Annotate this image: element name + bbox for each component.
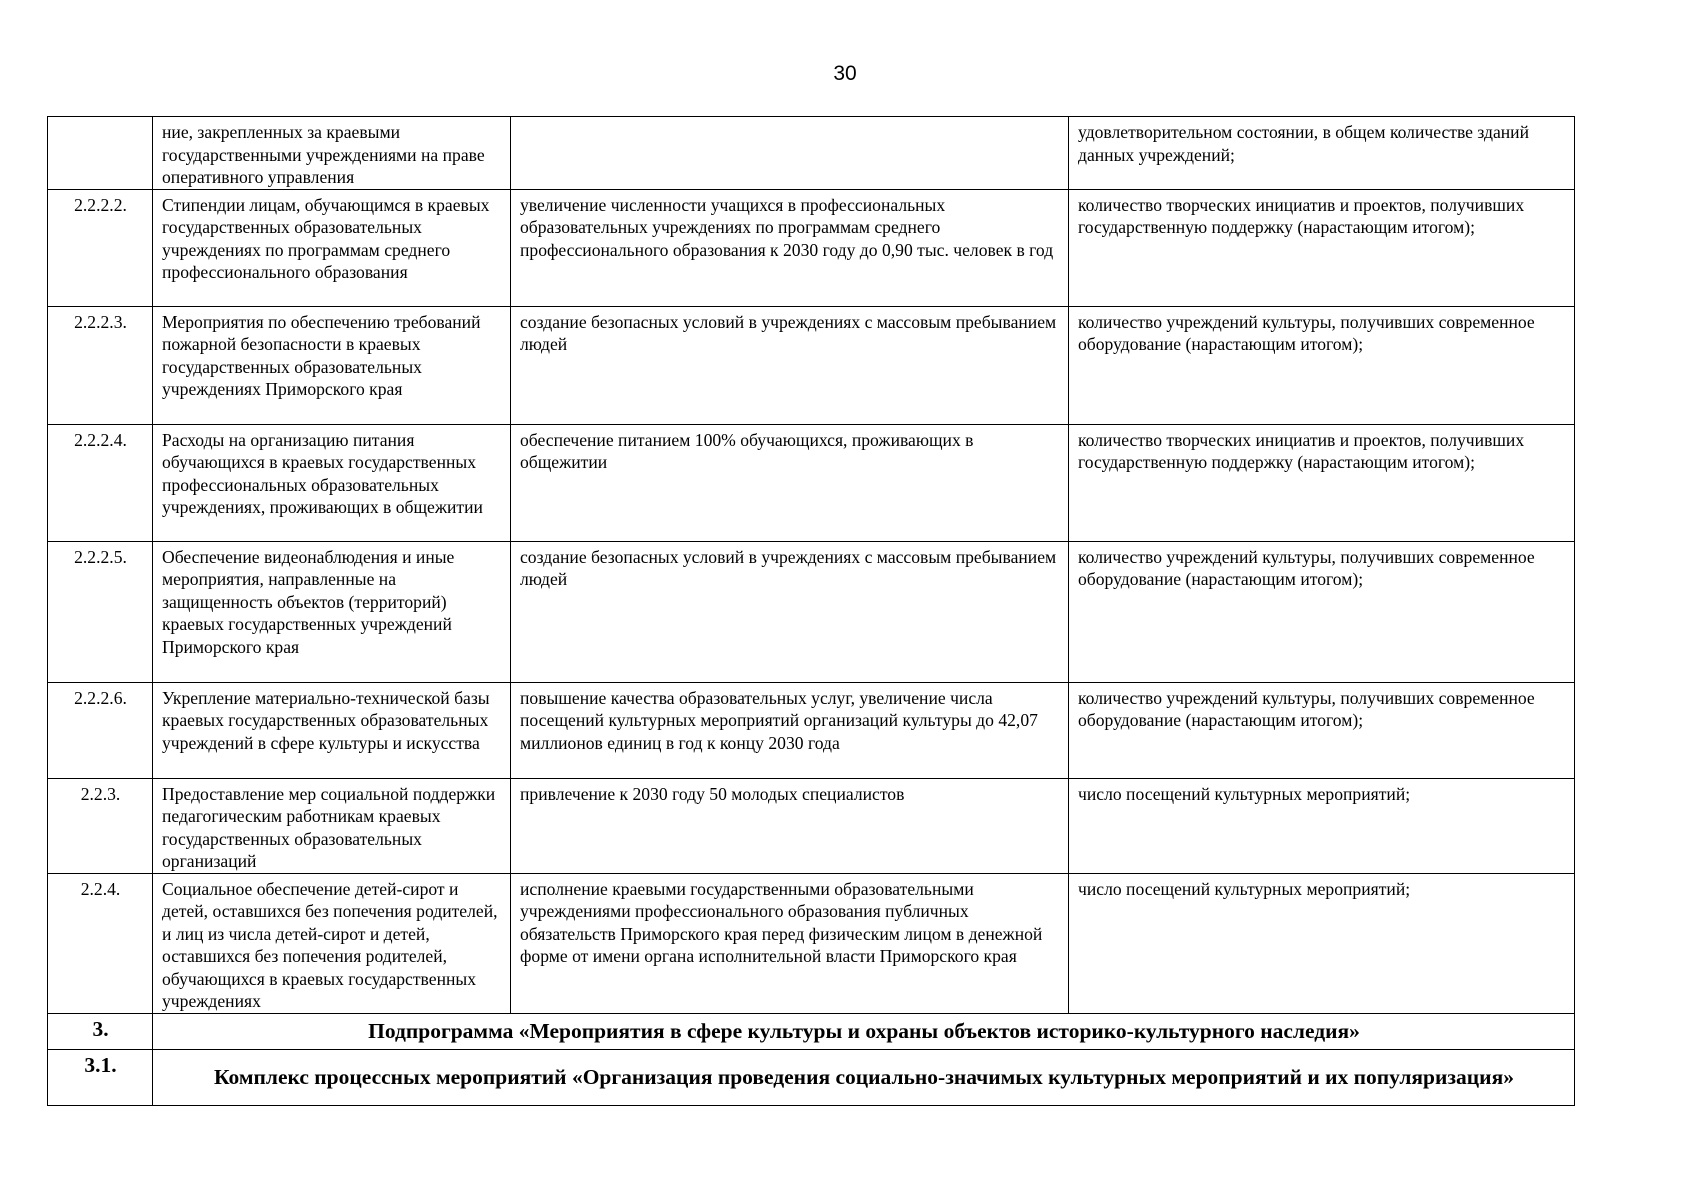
section-number: 3. — [48, 1013, 153, 1049]
row-number: 2.2.2.6. — [48, 682, 153, 778]
indicator-link: количество учреждений культуры, получивших современное оборудование (нарастающим итогом); — [1069, 682, 1575, 778]
row-number — [48, 117, 153, 190]
activity-name: ние, закрепленных за краевыми государственными учреждениями на праве оперативного управления — [153, 117, 511, 190]
activity-name: Социальное обеспечение детей-сирот и детей, оставшихся без попечения родителей, и лиц из числа детей-сирот и детей, оставшихся без попечения родителей, обучающихся в краевых государственных учреждениях — [153, 873, 511, 1013]
expected-result: создание безопасных условий в учреждениях с массовым пребыванием людей — [511, 306, 1069, 424]
subprogram-title: Подпрограмма «Мероприятия в сфере культуры и охраны объектов историко-культурного наследия» — [153, 1013, 1575, 1049]
process-complex-row — [48, 1049, 1575, 1105]
program-activities-table — [47, 116, 1575, 1106]
activity-name: Обеспечение видеонаблюдения и иные мероприятия, направленные на защищенность объектов (территорий) краевых государственных учреждений Приморского края — [153, 541, 511, 682]
section-number: 3.1. — [48, 1049, 153, 1105]
row-number: 2.2.4. — [48, 873, 153, 1013]
indicator-link: количество творческих инициатив и проектов, получивших государственную поддержку (нарастающим итогом); — [1069, 424, 1575, 541]
expected-result: создание безопасных условий в учреждениях с массовым пребыванием людей — [511, 541, 1069, 682]
subprogram-row — [48, 1013, 1575, 1049]
page-number: 30 — [833, 62, 857, 85]
expected-result — [511, 117, 1069, 190]
indicator-link: количество учреждений культуры, получивших современное оборудование (нарастающим итогом); — [1069, 541, 1575, 682]
row-number: 2.2.2.3. — [48, 306, 153, 424]
table-row — [48, 424, 1575, 541]
table-row — [48, 682, 1575, 778]
row-number: 2.2.3. — [48, 778, 153, 873]
table-row — [48, 189, 1575, 306]
indicator-link: число посещений культурных мероприятий; — [1069, 778, 1575, 873]
activity-name: Расходы на организацию питания обучающихся в краевых государственных профессиональных образовательных учреждениях, проживающих в общежитии — [153, 424, 511, 541]
row-number: 2.2.2.4. — [48, 424, 153, 541]
activity-name: Предоставление мер социальной поддержки педагогическим работникам краевых государственных образовательных организаций — [153, 778, 511, 873]
table-row — [48, 778, 1575, 873]
row-number: 2.2.2.5. — [48, 541, 153, 682]
indicator-link: количество учреждений культуры, получивших современное оборудование (нарастающим итогом); — [1069, 306, 1575, 424]
row-number: 2.2.2.2. — [48, 189, 153, 306]
table-row — [48, 306, 1575, 424]
expected-result: привлечение к 2030 году 50 молодых специалистов — [511, 778, 1069, 873]
table-row — [48, 117, 1575, 190]
table-row — [48, 541, 1575, 682]
expected-result: увеличение численности учащихся в профессиональных образовательных учреждениях по программам среднего профессионального образования к 2030 году до 0,90 тыс. человек в год — [511, 189, 1069, 306]
activity-name: Укрепление материально-технической базы краевых государственных образовательных учреждений в сфере культуры и искусства — [153, 682, 511, 778]
expected-result: обеспечение питанием 100% обучающихся, проживающих в общежитии — [511, 424, 1069, 541]
process-complex-title: Комплекс процессных мероприятий «Организация проведения социально-значимых культурных мероприятий и их популяризация» — [153, 1049, 1575, 1105]
activity-name: Мероприятия по обеспечению требований пожарной безопасности в краевых государственных образовательных учреждениях Приморского края — [153, 306, 511, 424]
expected-result: повышение качества образовательных услуг, увеличение числа посещений культурных мероприятий организаций культуры до 42,07 миллионов единиц в год к концу 2030 года — [511, 682, 1069, 778]
activity-name: Стипендии лицам, обучающимся в краевых государственных образовательных учреждениях по программам среднего профессионального образования — [153, 189, 511, 306]
indicator-link: удовлетворительном состоянии, в общем количестве зданий данных учреждений; — [1069, 117, 1575, 190]
table-row — [48, 873, 1575, 1013]
indicator-link: количество творческих инициатив и проектов, получивших государственную поддержку (нарастающим итогом); — [1069, 189, 1575, 306]
expected-result: исполнение краевыми государственными образовательными учреждениями профессионального образования публичных обязательств Приморского края перед физическим лицом в денежной форме от имени органа исполнительной власти Приморского края — [511, 873, 1069, 1013]
indicator-link: число посещений культурных мероприятий; — [1069, 873, 1575, 1013]
